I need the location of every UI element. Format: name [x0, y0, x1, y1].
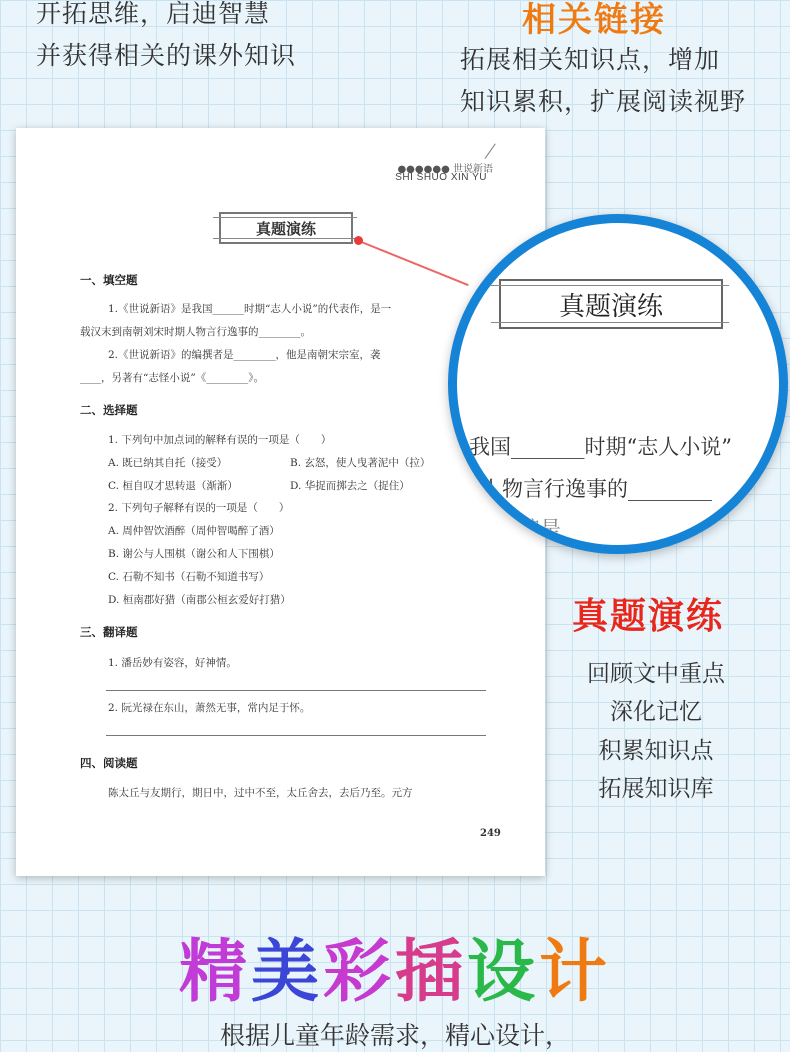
magnifier-line-1: 我国_______时期“志人小说” — [469, 435, 732, 459]
q1-line-b: 载汉末到南朝刘宋时期人物言行逸事的________。 — [80, 326, 311, 338]
related-links-line-2: 知识累积，扩展阅读视野 — [460, 87, 747, 116]
title-char-2: 美 — [250, 933, 323, 1012]
q2-line-a: 2.《世说新语》的编撰者是________，他是南朝宋宗室，袭 — [108, 349, 381, 361]
intro-line-2: 并获得相关的课外知识 — [36, 41, 297, 70]
magnifier-line-3: 编是 — [519, 517, 561, 541]
q2-line-b: ____，另著有“志怪小说”《________》。 — [80, 372, 264, 384]
choice2-stem: 2. 下列句子解释有误的一项是（ ） — [108, 502, 290, 514]
answer-line-1 — [106, 690, 486, 691]
translate-1: 1. 潘岳妙有姿容，好神情。 — [108, 657, 237, 669]
section-translate: 三、翻译题 — [80, 625, 138, 639]
title-char-4: 插 — [395, 933, 468, 1012]
intro-line-1: 开拓思维，启迪智慧 — [36, 0, 271, 28]
page-number: 249 — [480, 828, 501, 839]
choice1-stem: 1. 下列句中加点词的解释有误的一项是（ ） — [108, 434, 332, 446]
header-slash — [485, 143, 496, 158]
choice2-a: A. 周仲智饮酒醉（周仲智喝醉了酒） — [108, 525, 280, 537]
magnifier-title: 真题演练 — [558, 291, 663, 322]
practice-line-4: 拓展知识库 — [598, 776, 714, 802]
answer-line-2 — [106, 735, 486, 736]
choice1-c: C. 桓自叹才思转退（渐渐） — [108, 480, 238, 492]
choice1-a: A. 既已纳其自托（接受） — [108, 457, 228, 469]
related-links-heading: 相关链接 — [522, 0, 666, 40]
reading-text: 陈太丘与友期行，期日中，过中不至，太丘舍去，去后乃至。元方 — [108, 787, 413, 799]
section-choice: 二、选择题 — [80, 403, 138, 417]
page-header-cn: ●●●●●● 世说新语 — [397, 164, 493, 175]
page-title: 真题演练 — [255, 219, 316, 238]
bottom-subtitle: 根据儿童年龄需求，精心设计， — [219, 1021, 570, 1050]
title-char-5: 设 — [467, 933, 540, 1012]
choice1-b: B. 玄怒，使人曳著泥中（拉） — [290, 457, 431, 469]
magnifier-title-box — [499, 279, 723, 329]
choice2-c: C. 石勒不知书（石勒不知道书写） — [108, 571, 270, 583]
section-fill-blank: 一、填空题 — [80, 273, 138, 287]
page-header-en: SHI SHUO XIN YU — [395, 172, 487, 183]
title-char-3: 彩 — [322, 933, 395, 1012]
translate-2: 2. 阮光禄在东山，萧然无事，常内足于怀。 — [108, 702, 311, 714]
practice-line-1: 回顾文中重点 — [587, 661, 725, 687]
q1-line-a: 1.《世说新语》是我国______时期“志人小说”的代表作，是一 — [108, 303, 392, 315]
book-page — [16, 128, 545, 876]
page-title-box — [219, 212, 353, 244]
title-char-6: 计 — [539, 933, 612, 1012]
pointer-dot — [354, 236, 363, 245]
choice1-d: D. 华捉而掷去之（捉住） — [290, 480, 410, 492]
illustration-design-title — [0, 918, 790, 1015]
choice2-b: B. 谢公与人围棋（谢公和人下围棋） — [108, 548, 280, 560]
practice-heading: 真题演练 — [572, 596, 725, 637]
magnifier-line-2: 人物言行逸事的________ — [481, 477, 712, 501]
title-char-1: 精 — [178, 933, 251, 1012]
practice-line-2: 深化记忆 — [610, 699, 702, 725]
choice2-d: D. 桓南郡好猎（南郡公桓玄爱好打猎） — [108, 594, 291, 606]
practice-line-3: 积累知识点 — [598, 738, 714, 764]
magnifier-circle — [448, 214, 788, 554]
related-links-line-1: 拓展相关知识点，增加 — [460, 45, 721, 74]
section-reading: 四、阅读题 — [80, 756, 138, 770]
